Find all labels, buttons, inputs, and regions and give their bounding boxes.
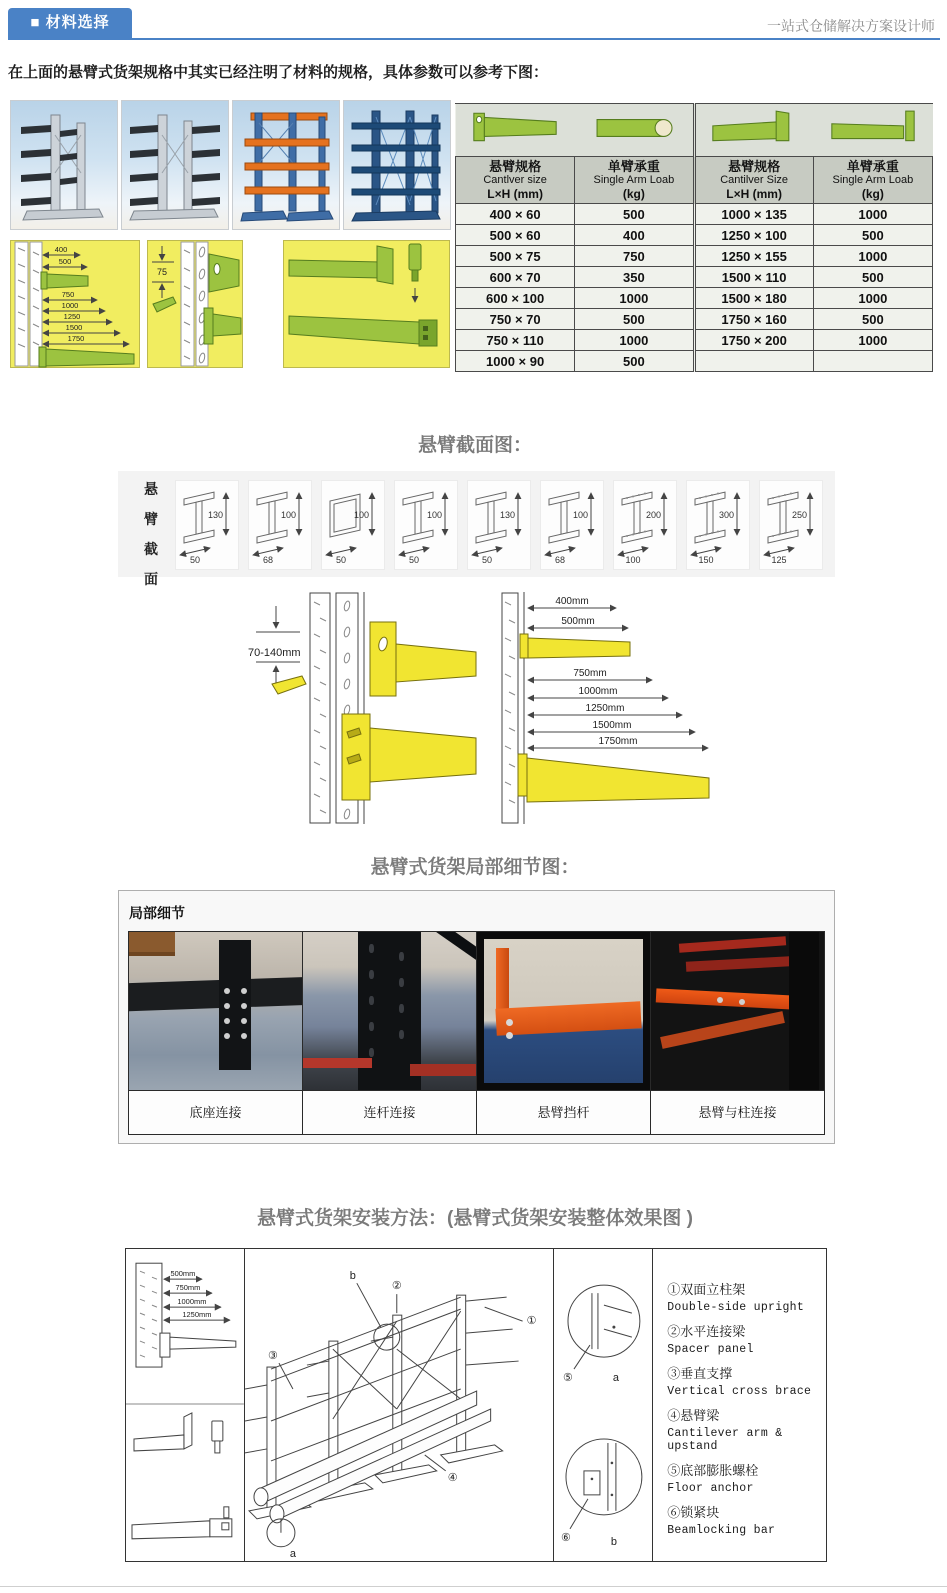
product-photo-blue-rack [343, 100, 451, 230]
svg-text:125: 125 [771, 555, 787, 565]
col-header-size-1: 悬臂规格 Cantlver size L×H (mm) [456, 157, 575, 204]
section-tab-label: ■ 材料选择 [30, 14, 110, 31]
svg-text:b: b [349, 1270, 356, 1283]
svg-text:1250mm: 1250mm [585, 703, 625, 714]
arm-round-end-icon [575, 104, 694, 157]
legend-item-en: Floor anchor [667, 1482, 754, 1495]
cross-section-tile [759, 480, 823, 570]
detail-cell-arm-stop [477, 932, 651, 1134]
svg-text:70-140mm: 70-140mm [248, 647, 301, 659]
svg-text:250: 250 [791, 510, 807, 520]
svg-text:1250mm: 1250mm [182, 1310, 212, 1320]
arm-length-diagram-svg [10, 240, 140, 368]
arm-pin-diagram-svg [283, 240, 450, 368]
legend-item-en: Double-side upright [667, 1301, 805, 1314]
svg-text:68: 68 [262, 555, 274, 565]
arm-profile-icons-row [456, 104, 933, 157]
svg-text:500mm: 500mm [170, 1269, 196, 1279]
detail-photo-grid [128, 931, 825, 1135]
detail-cell-arm-column [651, 932, 824, 1134]
cross-section-tile [467, 480, 531, 570]
table-row: 750 × 70 500 1750 × 160 500 [456, 309, 933, 330]
svg-text:⑥: ⑥ [561, 1531, 572, 1544]
col-header-load-2: 单臂承重 Single Arm Loab (kg) [813, 157, 932, 204]
svg-text:④: ④ [447, 1471, 458, 1484]
arm-upstand-plate-icon [694, 104, 813, 157]
install-detail-circles [554, 1249, 652, 1561]
detail-photo-tie-bar [303, 932, 476, 1091]
svg-text:1000mm: 1000mm [578, 686, 618, 697]
product-photo-orange-rack [232, 100, 340, 230]
header-divider [8, 38, 940, 40]
arm-pin-end-icon [813, 104, 932, 157]
svg-text:750mm: 750mm [175, 1283, 201, 1293]
legend-item-en: Beamlocking bar [667, 1524, 776, 1537]
cross-sections-side-label: 悬 臂 截 面 [144, 481, 158, 587]
svg-text:100: 100 [572, 510, 588, 520]
svg-text:100: 100 [280, 510, 296, 520]
arm-base-plate-icon [456, 104, 575, 157]
detail-photo-arm-column [651, 932, 824, 1091]
table-row: 600 × 100 1000 1500 × 180 1000 [456, 288, 933, 309]
cross-section-tile [394, 480, 458, 570]
arm-length-diagram [10, 240, 140, 368]
svg-text:1500: 1500 [65, 323, 83, 332]
intro-text: 在上面的悬臂式货架规格中其实已经注明了材料的规格，具体参数可以参考下图： [8, 64, 549, 81]
legend-item-cn: ①双面立柱架 [667, 1282, 746, 1297]
legend-item-cn: ②水平连接梁 [667, 1324, 746, 1339]
col-header-load-1: 单臂承重 Single Arm Loab (kg) [575, 157, 694, 204]
cross-section-tile [613, 480, 677, 570]
table-row: 400 × 60 500 1000 × 135 1000 [456, 204, 933, 225]
legend-item-en: Spacer panel [667, 1343, 754, 1356]
detail-cell-tie-bar [303, 932, 477, 1134]
svg-text:750: 750 [61, 290, 75, 299]
cross-section-tile [540, 480, 604, 570]
cross-sections-heading: 悬臂截面图： [417, 435, 532, 456]
install-detail-panel [554, 1249, 653, 1561]
install-isometric-panel [245, 1249, 555, 1561]
install-heading: 悬臂式货架安装方法：(悬臂式货架安装整体效果图 ) [257, 1208, 693, 1229]
svg-text:130: 130 [499, 510, 515, 520]
cantilever-rack-illustration [122, 101, 228, 229]
svg-text:300: 300 [718, 510, 734, 520]
table-row: 500 × 75 750 1250 × 155 1000 [456, 246, 933, 267]
legend-item-en: Cantilever arm & upstand [667, 1427, 783, 1453]
cross-section-tile [175, 480, 239, 570]
svg-text:150: 150 [698, 555, 714, 565]
arm-pin-diagram [283, 240, 450, 368]
svg-text:②: ② [391, 1280, 402, 1293]
arm-length-mount-diagram [492, 592, 717, 824]
cantilever-spec-table [455, 103, 933, 372]
svg-text:50: 50 [189, 555, 201, 565]
arm-pitch-diagram [147, 240, 243, 368]
svg-text:1000: 1000 [61, 301, 79, 310]
svg-text:200: 200 [645, 510, 661, 520]
svg-text:50: 50 [335, 555, 347, 565]
svg-text:③: ③ [267, 1350, 278, 1363]
site-tagline: 一站式仓储解决方案设计师 [767, 18, 935, 34]
svg-text:1750: 1750 [67, 334, 85, 343]
table-row: 600 × 70 350 1500 × 110 500 [456, 267, 933, 288]
install-legend [653, 1249, 826, 1561]
svg-text:1250: 1250 [63, 312, 81, 321]
svg-text:68: 68 [554, 555, 566, 565]
svg-text:b: b [611, 1535, 618, 1548]
product-photo-double-side-rack [121, 100, 229, 230]
spec-table-header-row [456, 157, 933, 204]
svg-text:a: a [289, 1547, 296, 1560]
table-row: 1000 × 90 500 [456, 351, 933, 372]
svg-text:1750mm: 1750mm [598, 736, 638, 747]
detail-box-label: 局部细节 [129, 905, 185, 921]
legend-item-cn: ③垂直支撑 [667, 1366, 733, 1381]
svg-text:50: 50 [481, 555, 493, 565]
cantilever-rack-illustration [233, 101, 339, 229]
install-isometric-drawing [245, 1249, 554, 1561]
svg-text:750mm: 750mm [573, 668, 607, 679]
cross-section-tile [686, 480, 750, 570]
cross-sections-strip [118, 471, 835, 587]
svg-text:130: 130 [207, 510, 223, 520]
svg-text:1000mm: 1000mm [177, 1297, 207, 1307]
cantilever-rack-illustration [344, 101, 450, 229]
section-tab-material-selection[interactable] [8, 8, 132, 38]
svg-text:75: 75 [157, 267, 168, 277]
detail-cell-base-connection [129, 932, 303, 1134]
legend-item-cn: ⑥锁紧块 [667, 1505, 720, 1520]
cross-section-tile [248, 480, 312, 570]
col-header-size-2: 悬臂规格 Cantilver Size L×H (mm) [694, 157, 813, 204]
product-photo-single-side-rack [10, 100, 118, 230]
svg-text:a: a [613, 1372, 620, 1385]
cross-section-tile [321, 480, 385, 570]
legend-item-en: Vertical cross brace [667, 1385, 812, 1398]
detail-photo-base-connection [129, 932, 302, 1091]
arm-pitch-diagram-svg [147, 240, 243, 368]
detail-photo-arm-stop [477, 932, 650, 1091]
svg-text:100: 100 [625, 555, 641, 565]
install-parts-drawing [126, 1249, 244, 1561]
svg-text:500mm: 500mm [561, 616, 595, 627]
install-figure [125, 1248, 827, 1562]
legend-item-cn: ⑤底部膨胀螺栓 [667, 1463, 759, 1478]
arm-mount-pitch-diagram [246, 592, 481, 824]
svg-text:100: 100 [426, 510, 442, 520]
detail-caption: 悬臂挡杆 [477, 1091, 650, 1134]
install-parts-panel [126, 1249, 245, 1561]
detail-box [118, 890, 835, 1144]
detail-caption: 连杆连接 [303, 1091, 476, 1134]
table-row: 750 × 110 1000 1750 × 200 1000 [456, 330, 933, 351]
svg-text:50: 50 [408, 555, 420, 565]
details-heading: 悬臂式货架局部细节图： [370, 857, 580, 878]
svg-text:100: 100 [353, 510, 369, 520]
legend-item-cn: ④悬臂梁 [667, 1408, 720, 1423]
detail-caption: 底座连接 [129, 1091, 302, 1134]
svg-text:①: ① [526, 1315, 537, 1328]
svg-text:⑤: ⑤ [563, 1372, 574, 1385]
detail-caption: 悬臂与柱连接 [651, 1091, 824, 1134]
svg-text:500: 500 [58, 257, 72, 266]
svg-text:1500mm: 1500mm [592, 720, 632, 731]
table-row: 500 × 60 400 1250 × 100 500 [456, 225, 933, 246]
svg-text:400: 400 [54, 245, 68, 254]
page-bottom-divider [0, 1586, 947, 1587]
svg-text:400mm: 400mm [555, 596, 589, 607]
cantilever-rack-illustration [11, 101, 117, 229]
